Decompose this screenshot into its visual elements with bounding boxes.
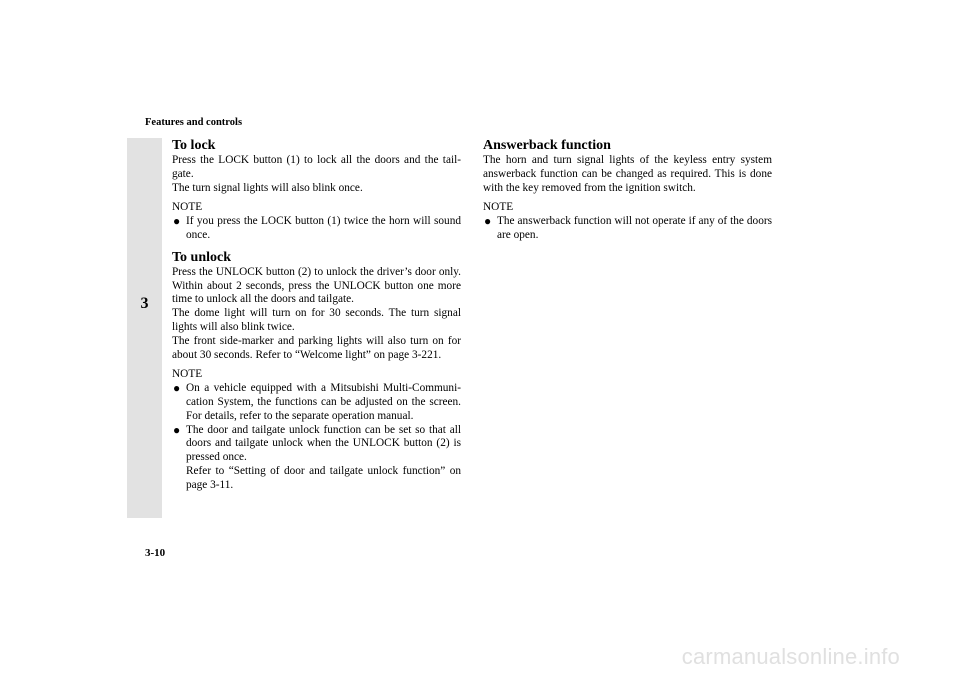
note-list	[172, 382, 461, 492]
bullet-icon: ●	[173, 422, 181, 437]
note-list	[172, 215, 461, 243]
note-item	[172, 382, 461, 423]
note-label: NOTE	[172, 201, 203, 214]
page-number: 3-10	[145, 547, 166, 559]
unlock-paragraph: Press the UNLOCK button (2) to unlock the driver’s door only. Within about 2 seconds, press the UNLOCK button one more time to unlock all the doors and tailgate.	[172, 265, 461, 306]
watermark: carmanualsonline.info	[681, 644, 900, 669]
unlock-heading: To unlock	[172, 249, 232, 265]
answerback-section	[483, 137, 772, 243]
right-column	[483, 137, 772, 243]
note-reference: Refer to “Setting of door and tailgate unlock function” on page 3-11.	[186, 464, 461, 491]
answerback-paragraph: The horn and turn signal lights of the keyless entry system answerback function can be changed as required. This is done with the key removed from the ignition switch.	[483, 154, 772, 194]
note-text: If you press the LOCK button (1) twice the horn will sound once.	[186, 215, 461, 241]
note-text: On a vehicle equipped with a Mitsubishi Multi-Communi-cation System, the functions can be adjusted on the screen. For details, refer to the separate operation manual.	[186, 382, 461, 422]
unlock-paragraph: The front side-marker and parking lights will also turn on for about 30 seconds. Refer to “Welcome light” on page 3-221.	[172, 334, 461, 361]
chapter-number: 3	[140, 295, 149, 312]
note-item	[483, 215, 772, 243]
chapter-tab	[127, 138, 162, 518]
running-header: Features and controls	[145, 117, 243, 128]
bullet-icon: ●	[173, 214, 181, 229]
left-column	[172, 137, 461, 493]
note-item	[172, 215, 461, 243]
lock-paragraph: The turn signal lights will also blink once.	[172, 181, 363, 194]
note-label: NOTE	[172, 368, 203, 381]
bullet-icon: ●	[484, 214, 492, 229]
answerback-heading: Answerback function	[483, 138, 611, 153]
lock-paragraph: Press the LOCK button (1) to lock all the doors and the tail-gate.	[172, 154, 461, 180]
lock-section	[172, 137, 461, 243]
lock-heading: To lock	[172, 138, 216, 153]
note-item	[172, 424, 461, 493]
unlock-section	[172, 249, 461, 493]
note-list	[483, 215, 772, 243]
note-text: The answerback function will not operate if any of the doors are open.	[497, 215, 772, 241]
unlock-paragraph: The dome light will turn on for 30 seconds. The turn signal lights will also blink twice.	[172, 307, 461, 333]
bullet-icon: ●	[173, 381, 181, 396]
note-label: NOTE	[483, 201, 514, 214]
note-text: The door and tailgate unlock function can be set so that all doors and tailgate unlock when the UNLOCK button (2) is pressed once.	[186, 423, 461, 464]
